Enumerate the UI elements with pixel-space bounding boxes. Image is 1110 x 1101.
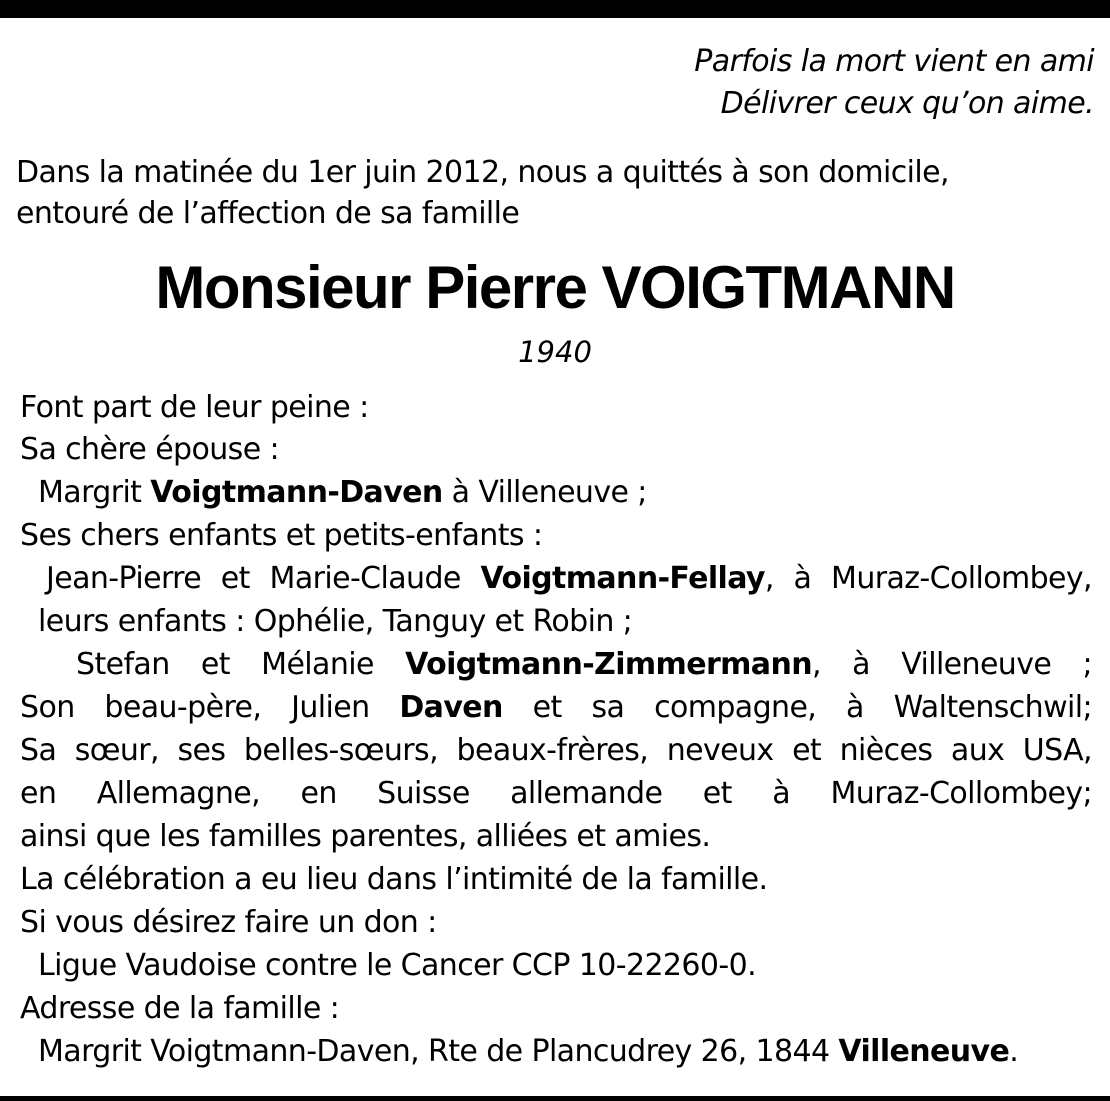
address-heading: Adresse de la famille : bbox=[20, 991, 340, 1026]
deceased-name: Monsieur Pierre VOIGTMANN bbox=[155, 254, 955, 321]
address-period: . bbox=[1009, 1034, 1019, 1069]
father-in-law-surname: Daven bbox=[399, 690, 503, 725]
relatives-line-1: Sa sœur, ses belles-sœurs, beaux-frères, neveux et nièces aux USA, bbox=[20, 733, 1092, 768]
child-2-place: , à Villeneuve ; bbox=[811, 647, 1092, 682]
epigraph-line-2: Délivrer ceux qu’on aime. bbox=[720, 86, 1094, 121]
father-in-law-suffix: et sa compagne, à Waltenschwil; bbox=[502, 690, 1093, 725]
donation-line: Ligue Vaudoise contre le Cancer CCP 10-22260-0. bbox=[38, 948, 757, 983]
spouse-first-name: Margrit bbox=[38, 475, 151, 510]
children-heading: Ses chers enfants et petits-enfants : bbox=[20, 518, 543, 553]
spouse-line bbox=[38, 475, 647, 511]
spouse-place: à Villeneuve ; bbox=[442, 475, 647, 510]
child-2-surname: Voigtmann-Zimmermann bbox=[405, 647, 812, 682]
child-line-2 bbox=[76, 647, 1092, 683]
relatives-line-3: ainsi que les familles parentes, alliées et amies. bbox=[20, 819, 711, 854]
father-in-law-prefix: Son beau-père, Julien bbox=[20, 690, 400, 725]
relatives-line-2: en Allemagne, en Suisse allemande et à Muraz-Collombey; bbox=[20, 776, 1092, 811]
mourners-intro: Font part de leur peine : bbox=[20, 390, 369, 425]
child-line-1 bbox=[46, 561, 1092, 597]
child-1-surname: Voigtmann-Fellay bbox=[480, 561, 765, 596]
child-1-names: Jean-Pierre et Marie-Claude bbox=[46, 561, 481, 596]
address-line bbox=[38, 1034, 1018, 1070]
spouse-heading: Sa chère épouse : bbox=[20, 432, 279, 467]
address-street: Margrit Voigtmann-Daven, Rte de Plancudrey 26, 1844 bbox=[38, 1034, 839, 1069]
child-1-place: , à Muraz-Collombey, bbox=[764, 561, 1092, 596]
bottom-rule bbox=[0, 1096, 1110, 1101]
deceased-year: 1940 bbox=[518, 335, 592, 369]
child-2-names: Stefan et Mélanie bbox=[76, 647, 406, 682]
address-town: Villeneuve bbox=[838, 1034, 1010, 1069]
grandchildren-line: leurs enfants : Ophélie, Tanguy et Robin ; bbox=[38, 604, 633, 639]
epigraph-line-1: Parfois la mort vient en ami bbox=[694, 44, 1094, 79]
intro-line-2: entouré de l’affection de sa famille bbox=[16, 196, 520, 231]
top-rule bbox=[0, 0, 1110, 18]
donation-heading: Si vous désirez faire un don : bbox=[20, 905, 437, 940]
spouse-surname: Voigtmann-Daven bbox=[150, 475, 443, 510]
intro-line-1: Dans la matinée du 1er juin 2012, nous a quittés à son domicile, bbox=[16, 155, 949, 190]
ceremony-line: La célébration a eu lieu dans l’intimité de la famille. bbox=[20, 862, 768, 897]
father-in-law-line bbox=[20, 690, 1092, 726]
